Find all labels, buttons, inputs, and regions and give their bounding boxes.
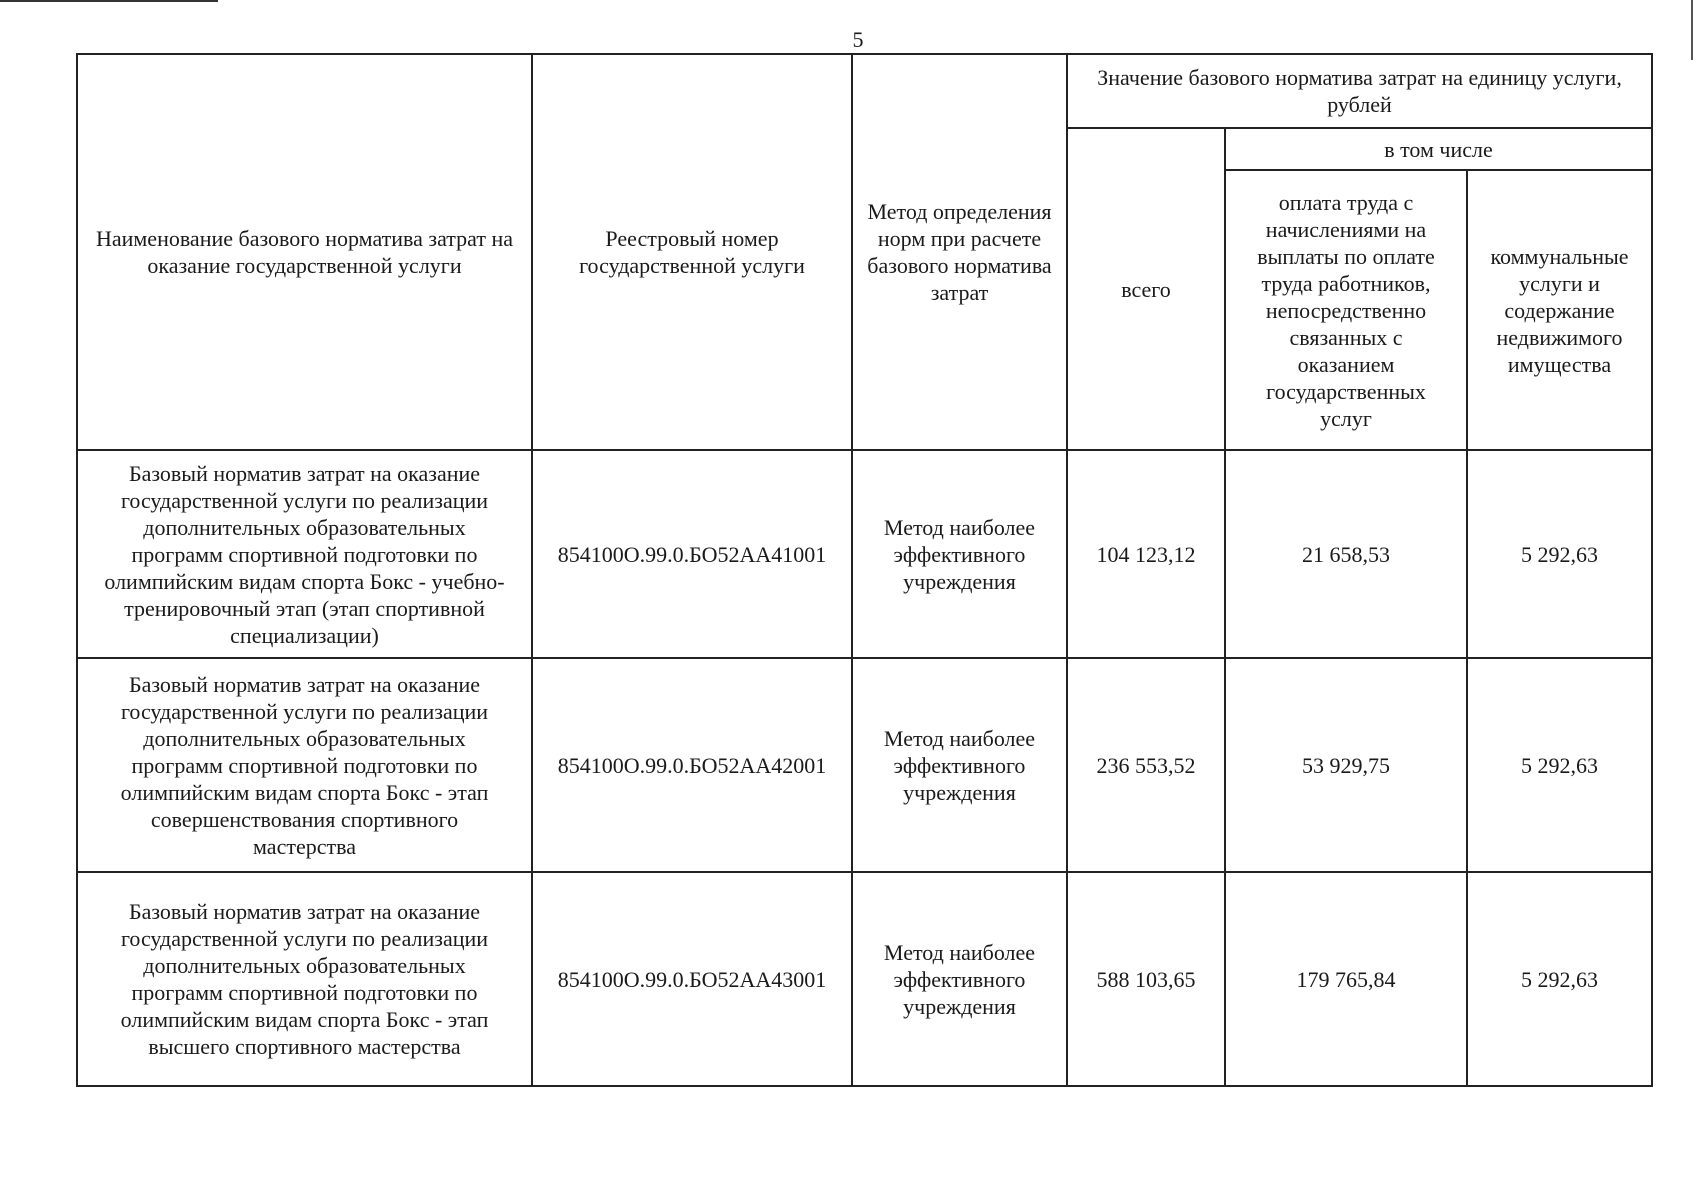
row-labor: 21 658,53 [1225, 450, 1467, 658]
header-row-1 [77, 54, 1652, 128]
row-utilities: 5 292,63 [1467, 450, 1652, 658]
row-name: Базовый норматив затрат на оказание государственной услуги по реализации дополнительных образовательных программ спортивной подготовки по олимпийским видам спорта Бокс - этап совершенствования спортивного мастерства [77, 658, 532, 872]
row-total: 236 553,52 [1067, 658, 1225, 872]
row-labor: 179 765,84 [1225, 872, 1467, 1086]
row-total: 588 103,65 [1067, 872, 1225, 1086]
row-registry-number: 854100О.99.0.БО52АА43001 [532, 872, 852, 1086]
header-method: Метод определения норм при расчете базового норматива затрат [852, 54, 1067, 450]
header-labor: оплата труда с начислениями на выплаты по оплате труда работников, непосредственно связанных с оказанием государственных услуг [1225, 170, 1467, 450]
row-registry-number: 854100О.99.0.БО52АА42001 [532, 658, 852, 872]
row-method: Метод наиболее эффективного учреждения [852, 658, 1067, 872]
row-method: Метод наиболее эффективного учреждения [852, 450, 1067, 658]
row-utilities: 5 292,63 [1467, 872, 1652, 1086]
row-total: 104 123,12 [1067, 450, 1225, 658]
header-value-group: Значение базового норматива затрат на единицу услуги, рублей [1067, 54, 1652, 128]
header-registry-number: Реестровый номер государственной услуги [532, 54, 852, 450]
table-row [77, 872, 1652, 1086]
table-row [77, 450, 1652, 658]
table-row [77, 658, 1652, 872]
row-name: Базовый норматив затрат на оказание государственной услуги по реализации дополнительных образовательных программ спортивной подготовки по олимпийским видам спорта Бокс - этап высшего спортивного мастерства [77, 872, 532, 1086]
header-total: всего [1067, 128, 1225, 450]
row-utilities: 5 292,63 [1467, 658, 1652, 872]
cost-norms-table [76, 53, 1653, 1087]
header-name: Наименование базового норматива затрат на оказание государственной услуги [77, 54, 532, 450]
page-number: 5 [852, 27, 864, 52]
scan-edge-line [1691, 0, 1693, 60]
row-method: Метод наиболее эффективного учреждения [852, 872, 1067, 1086]
row-registry-number: 854100О.99.0.БО52АА41001 [532, 450, 852, 658]
row-name: Базовый норматив затрат на оказание государственной услуги по реализации дополнительных образовательных программ спортивной подготовки по олимпийским видам спорта Бокс - учебно-тренировочный этап (этап спортивной специализации) [77, 450, 532, 658]
header-including: в том числе [1225, 128, 1652, 170]
header-utilities: коммунальные услуги и содержание недвижимого имущества [1467, 170, 1652, 450]
scan-artifact-line [0, 0, 218, 2]
row-labor: 53 929,75 [1225, 658, 1467, 872]
